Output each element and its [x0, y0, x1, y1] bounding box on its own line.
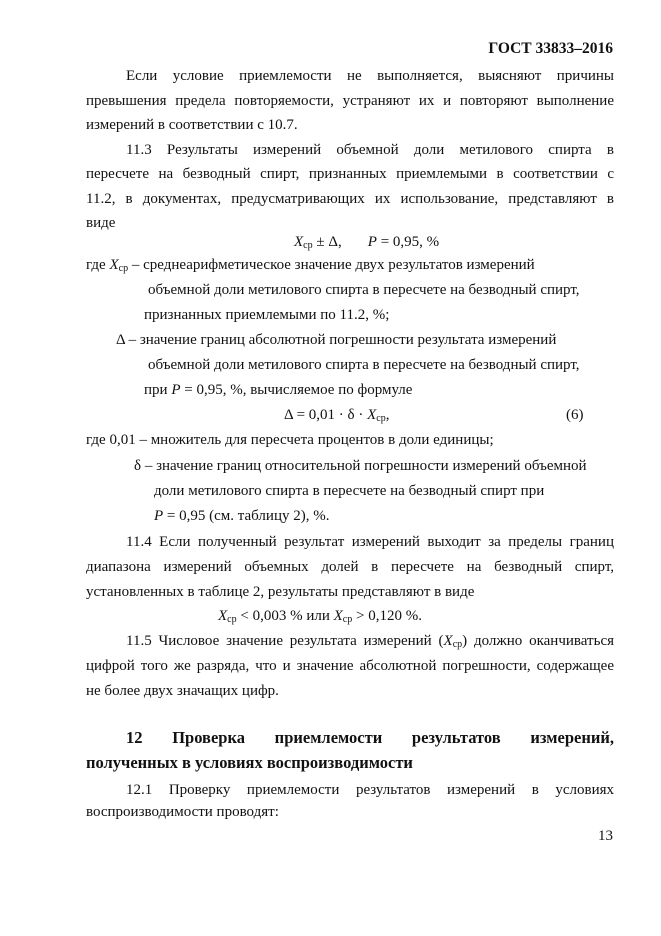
- where-xcp-definition-line-3: признанных приемлемыми по 11.2, %;: [144, 307, 390, 323]
- formula-out-of-range: $X_{ср} < 0,003$ % или $X_{ср} > 0,120$ %.: [218, 608, 422, 625]
- para-12-1-line-1: 12.1 Проверку приемлемости результатов измерений в условиях: [126, 782, 614, 798]
- para-11-4-line-2: диапазона измерений объемных долей в пересчете на безводный спирт,: [86, 559, 614, 575]
- para-11-3-line-4: виде: [86, 215, 116, 231]
- where-xcp-definition-line-2: объемной доли метилового спирта в пересчете на безводный спирт,: [148, 282, 580, 298]
- para-11-3-line-3: 11.2, в документах, предусматривающих их использование, представляют в: [86, 191, 614, 207]
- small-delta-definition-line-2: доли метилового спирта в пересчете на безводный спирт при: [154, 483, 545, 499]
- para-11-5-line-2: цифрой того же разряда, что и значение абсолютной погрешности, содержащее: [86, 658, 614, 674]
- formula-result-form: $X_{ср} \pm \Delta$, P = 0,95, %: [294, 234, 440, 251]
- page-number: 13: [598, 828, 613, 844]
- para-11-5-line-3: не более двух значащих цифр.: [86, 683, 279, 699]
- small-delta-definition-line-1: δ – значение границ относительной погрешности измерений объемной: [134, 458, 587, 474]
- formula-6: $\Delta = 0,01 \cdot \delta \cdot X_{ср}$,: [284, 407, 390, 424]
- document-designation: ГОСТ 33833–2016: [488, 40, 613, 57]
- para-11-4-line-1: 11.4 Если полученный результат измерений выходит за пределы границ: [126, 534, 614, 550]
- section-12-heading-line-1: 12 Проверка приемлемости результатов измерений,: [126, 728, 614, 747]
- delta-definition-line-1: Δ – значение границ абсолютной погрешности результата измерений: [116, 332, 557, 348]
- where-factor-definition: где 0,01 – множитель для пересчета процентов в доли единицы;: [86, 432, 494, 448]
- delta-definition-line-3: при P = 0,95, %, вычисляемое по формуле: [144, 382, 413, 398]
- where-xcp-definition-line-1: где $X_{ср}$ – среднеарифметическое значение двух результатов измерений: [86, 257, 535, 274]
- para-acceptance-line-3: измерений в соответствии с 10.7.: [86, 117, 298, 133]
- para-12-1-line-2: воспроизводимости проводят:: [86, 804, 279, 820]
- para-11-4-line-3: установленных в таблице 2, результаты представляют в виде: [86, 584, 475, 600]
- delta-definition-line-2: объемной доли метилового спирта в пересчете на безводный спирт,: [148, 357, 580, 373]
- para-11-3-line-2: пересчете на безводный спирт, признанных приемлемыми в соответствии с: [86, 166, 614, 182]
- para-11-5-line-1: 11.5 Числовое значение результата измерений $(X_{ср})$ должно оканчиваться: [126, 633, 615, 650]
- section-12-heading-line-2: полученных в условиях воспроизводимости: [86, 753, 413, 772]
- para-acceptance-line-1: Если условие приемлемости не выполняется, выясняют причины: [126, 68, 614, 84]
- formula-6-number: (6): [566, 407, 584, 423]
- para-11-3-line-1: 11.3 Результаты измерений объемной доли метилового спирта в: [126, 142, 614, 158]
- small-delta-definition-line-3: P = 0,95 (см. таблицу 2), %.: [154, 508, 330, 524]
- para-acceptance-line-2: превышения предела повторяемости, устраняют их и повторяют выполнение: [86, 93, 614, 109]
